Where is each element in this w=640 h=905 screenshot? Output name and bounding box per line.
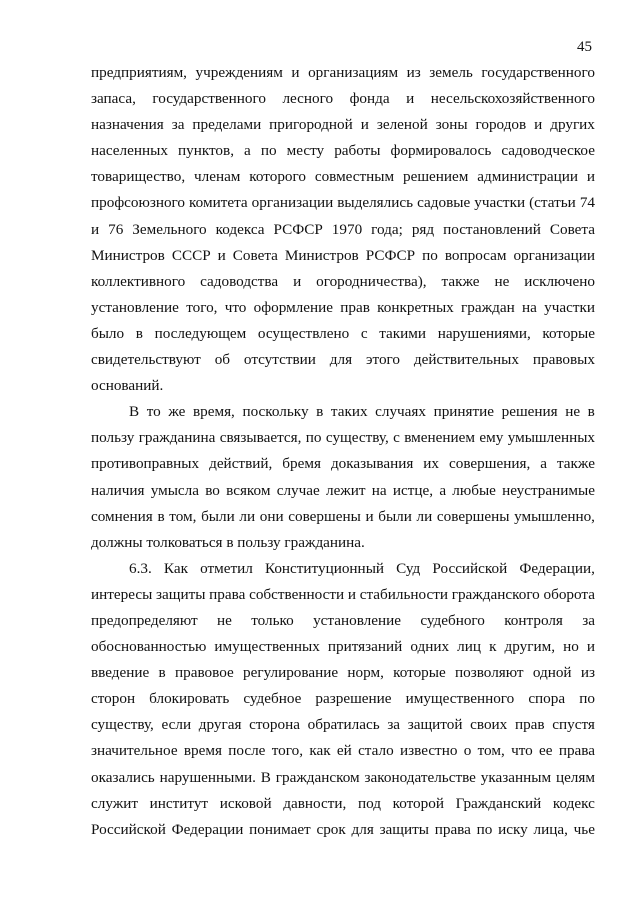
paragraph (91, 399, 595, 556)
text-line: установление того, что оформление прав конкретных граждан на участки (91, 298, 595, 316)
text-line: оказались нарушенными. В гражданском законодательстве указанным целям (91, 768, 595, 786)
text-line: запаса, государственного лесного фонда и несельскохозяйственного (91, 90, 595, 108)
text-line: значительное время после того, как ей стало известно о том, что ее права (91, 742, 595, 760)
text-line: свидетельствуют об отсутствии для этого действительных правовых (91, 351, 595, 369)
text-line: Министров СССР и Совета Министров РСФСР по вопросам организации (91, 246, 595, 264)
text-line: товарищество, членам которого совместным решением администрации и (91, 168, 595, 186)
paragraph (91, 60, 595, 399)
text-line: противоправных действий, бремя доказывания их совершения, а также (91, 455, 595, 473)
text-line: обоснованностью имущественных притязаний одних лиц к другим, но и (91, 638, 595, 656)
text-line: введение в правовое регулирование норм, которые позволяют одной из (91, 664, 595, 682)
text-line: было в последующем осуществлено с такими нарушениями, которые (91, 324, 595, 342)
text-line: назначения за пределами пригородной и зеленой зоны городов и других (91, 116, 595, 134)
text-line: оснований. (91, 377, 164, 395)
text-line: сторон блокировать судебное разрешение имущественного спора по (91, 690, 595, 708)
text-line: интересы защиты права собственности и стабильности гражданского оборота (91, 585, 595, 603)
text-line: и 76 Земельного кодекса РСФСР 1970 года; ряд постановлений Совета (91, 220, 595, 238)
page-number: 45 (577, 39, 592, 55)
text-line: коллективного садоводства и огородничества), также не исключено (91, 272, 595, 290)
text-line: предприятиям, учреждениям и организациям из земель государственного (91, 64, 595, 81)
text-line: существу, если другая сторона обратилась за защитой своих прав спустя (91, 716, 595, 734)
text-line: предопределяют не только установление судебного контроля за (91, 611, 595, 629)
text-line: 6.3. Как отметил Конституционный Суд Российской Федерации, (129, 559, 595, 577)
text-line: профсоюзного комитета организации выделялись садовые участки (статьи 74 (91, 194, 595, 212)
text-line: наличия умысла во всяком случае лежит на истце, а любые неустранимые (91, 481, 595, 499)
text-line: В то же время, поскольку в таких случаях принятие решения не в (129, 403, 595, 421)
text-line: пользу гражданина связывается, по существу, с вменением ему умышленных (91, 429, 595, 447)
text-line: населенных пунктов, а по месту работы формировалось садоводческое (91, 142, 595, 160)
text-line: сомнения в том, были ли они совершены и были ли совершены умышленно, (91, 507, 595, 525)
body-text (91, 60, 595, 843)
text-line: должны толковаться в пользу гражданина. (91, 533, 365, 551)
text-line: служит институт исковой давности, под которой Гражданский кодекс (91, 794, 595, 812)
paragraph (91, 556, 595, 843)
text-line: Российской Федерации понимает срок для защиты права по иску лица, чье (91, 820, 595, 838)
